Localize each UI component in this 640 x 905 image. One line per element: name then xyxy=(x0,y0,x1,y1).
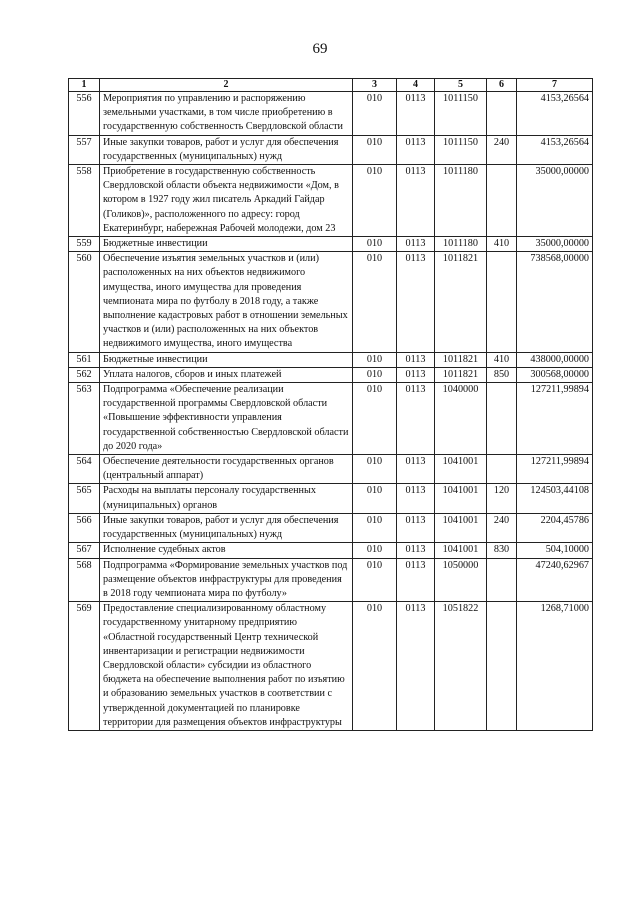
column-header: 1 xyxy=(69,79,100,92)
row-number: 565 xyxy=(69,484,100,513)
row-description: Иные закупки товаров, работ и услуг для обеспечения государственных (муниципальных) нужд xyxy=(100,513,353,542)
row-section-code: 0113 xyxy=(397,484,435,513)
column-header: 2 xyxy=(100,79,353,92)
row-number: 558 xyxy=(69,165,100,237)
row-amount: 438000,00000 xyxy=(517,352,593,367)
row-description: Предоставление специализированному областному государственному унитарному предприятию «Областной государственный Центр технической инвентаризации и регистрации недвижимости Свердловской области» субсидии из областного бюджета на обеспечение выполнения работ по изъятию и образованию земельных участков в соответствии с утвержденной документацией по планировке территории для размещения объектов инфраструктуры xyxy=(100,602,353,731)
table-body xyxy=(69,92,593,731)
row-number: 559 xyxy=(69,237,100,252)
row-section-code: 0113 xyxy=(397,602,435,731)
table-row xyxy=(69,252,593,352)
row-description: Обеспечение деятельности государственных органов (центральный аппарат) xyxy=(100,455,353,484)
row-number: 561 xyxy=(69,352,100,367)
row-target-code: 1011180 xyxy=(435,237,487,252)
row-amount: 127211,99894 xyxy=(517,455,593,484)
row-amount: 2204,45786 xyxy=(517,513,593,542)
row-expense-type-code: 410 xyxy=(487,237,517,252)
row-target-code: 1040000 xyxy=(435,383,487,455)
column-header: 3 xyxy=(353,79,397,92)
row-section-code: 0113 xyxy=(397,237,435,252)
table-row xyxy=(69,92,593,136)
row-description: Расходы на выплаты персоналу государственных (муниципальных) органов xyxy=(100,484,353,513)
row-number: 569 xyxy=(69,602,100,731)
row-amount: 4153,26564 xyxy=(517,135,593,164)
row-ministry-code: 010 xyxy=(353,383,397,455)
row-number: 567 xyxy=(69,543,100,558)
row-description: Приобретение в государственную собственность Свердловской области объекта недвижимости «Дом, в котором в 1927 году жил писатель Аркадий Гайдар (Голиков)», расположенного по адресу: город Екатеринбург, набережная Рабочей молодежи, дом 23 xyxy=(100,165,353,237)
row-section-code: 0113 xyxy=(397,252,435,352)
row-target-code: 1041001 xyxy=(435,513,487,542)
row-expense-type-code xyxy=(487,455,517,484)
row-ministry-code: 010 xyxy=(353,252,397,352)
row-description: Исполнение судебных актов xyxy=(100,543,353,558)
row-target-code: 1011150 xyxy=(435,135,487,164)
row-description: Бюджетные инвестиции xyxy=(100,237,353,252)
row-number: 560 xyxy=(69,252,100,352)
row-target-code: 1011821 xyxy=(435,252,487,352)
row-target-code: 1011180 xyxy=(435,165,487,237)
row-amount: 47240,62967 xyxy=(517,558,593,602)
table-row xyxy=(69,135,593,164)
row-target-code: 1041001 xyxy=(435,543,487,558)
table-row xyxy=(69,352,593,367)
row-amount: 738568,00000 xyxy=(517,252,593,352)
table-row xyxy=(69,484,593,513)
budget-table xyxy=(68,78,593,731)
row-ministry-code: 010 xyxy=(353,135,397,164)
row-ministry-code: 010 xyxy=(353,237,397,252)
row-expense-type-code: 850 xyxy=(487,367,517,382)
row-expense-type-code: 410 xyxy=(487,352,517,367)
row-number: 568 xyxy=(69,558,100,602)
row-ministry-code: 010 xyxy=(353,455,397,484)
column-header: 7 xyxy=(517,79,593,92)
row-ministry-code: 010 xyxy=(353,602,397,731)
row-target-code: 1051822 xyxy=(435,602,487,731)
column-header: 6 xyxy=(487,79,517,92)
row-ministry-code: 010 xyxy=(353,92,397,136)
row-description: Обеспечение изъятия земельных участков и (или) расположенных на них объектов недвижимого имущества, иного имущества для проведения чемпионата мира по футболу в 2018 году, а также выполнение кадастровых работ в отношении земельных участков и (или) расположенных на них объектов недвижимого имущества, иного имущества xyxy=(100,252,353,352)
row-description: Мероприятия по управлению и распоряжению земельными участками, в том числе приобретению в государственную собственность Свердловской области xyxy=(100,92,353,136)
row-ministry-code: 010 xyxy=(353,513,397,542)
row-expense-type-code: 240 xyxy=(487,513,517,542)
row-section-code: 0113 xyxy=(397,135,435,164)
table-row xyxy=(69,602,593,731)
row-section-code: 0113 xyxy=(397,513,435,542)
row-number: 563 xyxy=(69,383,100,455)
table-row xyxy=(69,165,593,237)
row-description: Подпрограмма «Формирование земельных участков под размещение объектов инфраструктуры для проведения в 2018 году чемпионата мира по футболу» xyxy=(100,558,353,602)
row-amount: 35000,00000 xyxy=(517,165,593,237)
row-expense-type-code xyxy=(487,602,517,731)
row-number: 556 xyxy=(69,92,100,136)
page-number: 69 xyxy=(312,41,328,57)
row-section-code: 0113 xyxy=(397,455,435,484)
row-expense-type-code xyxy=(487,165,517,237)
row-number: 564 xyxy=(69,455,100,484)
row-number: 566 xyxy=(69,513,100,542)
table-row xyxy=(69,237,593,252)
row-target-code: 1041001 xyxy=(435,484,487,513)
row-expense-type-code: 240 xyxy=(487,135,517,164)
row-section-code: 0113 xyxy=(397,383,435,455)
row-description: Подпрограмма «Обеспечение реализации государственной программы Свердловской области «Повышение эффективности управления государственной собственностью Свердловской области до 2020 года» xyxy=(100,383,353,455)
row-ministry-code: 010 xyxy=(353,165,397,237)
table-row xyxy=(69,513,593,542)
column-header: 4 xyxy=(397,79,435,92)
table-row xyxy=(69,367,593,382)
row-amount: 1268,71000 xyxy=(517,602,593,731)
row-section-code: 0113 xyxy=(397,352,435,367)
table-row xyxy=(69,543,593,558)
row-amount: 300568,00000 xyxy=(517,367,593,382)
row-ministry-code: 010 xyxy=(353,484,397,513)
row-expense-type-code: 830 xyxy=(487,543,517,558)
row-section-code: 0113 xyxy=(397,543,435,558)
row-description: Иные закупки товаров, работ и услуг для обеспечения государственных (муниципальных) нужд xyxy=(100,135,353,164)
row-section-code: 0113 xyxy=(397,92,435,136)
row-description: Уплата налогов, сборов и иных платежей xyxy=(100,367,353,382)
column-header: 5 xyxy=(435,79,487,92)
row-target-code: 1041001 xyxy=(435,455,487,484)
row-expense-type-code: 120 xyxy=(487,484,517,513)
row-expense-type-code xyxy=(487,252,517,352)
row-target-code: 1011821 xyxy=(435,367,487,382)
row-ministry-code: 010 xyxy=(353,543,397,558)
row-section-code: 0113 xyxy=(397,558,435,602)
row-number: 562 xyxy=(69,367,100,382)
row-ministry-code: 010 xyxy=(353,558,397,602)
table-row xyxy=(69,383,593,455)
row-target-code: 1011150 xyxy=(435,92,487,136)
row-section-code: 0113 xyxy=(397,367,435,382)
row-expense-type-code xyxy=(487,92,517,136)
row-number: 557 xyxy=(69,135,100,164)
row-expense-type-code xyxy=(487,558,517,602)
row-amount: 127211,99894 xyxy=(517,383,593,455)
row-amount: 504,10000 xyxy=(517,543,593,558)
row-description: Бюджетные инвестиции xyxy=(100,352,353,367)
row-target-code: 1011821 xyxy=(435,352,487,367)
row-amount: 4153,26564 xyxy=(517,92,593,136)
row-expense-type-code xyxy=(487,383,517,455)
table-header-row xyxy=(69,79,593,92)
row-ministry-code: 010 xyxy=(353,367,397,382)
table-row xyxy=(69,455,593,484)
table-row xyxy=(69,558,593,602)
row-section-code: 0113 xyxy=(397,165,435,237)
row-ministry-code: 010 xyxy=(353,352,397,367)
row-amount: 124503,44108 xyxy=(517,484,593,513)
row-target-code: 1050000 xyxy=(435,558,487,602)
row-amount: 35000,00000 xyxy=(517,237,593,252)
